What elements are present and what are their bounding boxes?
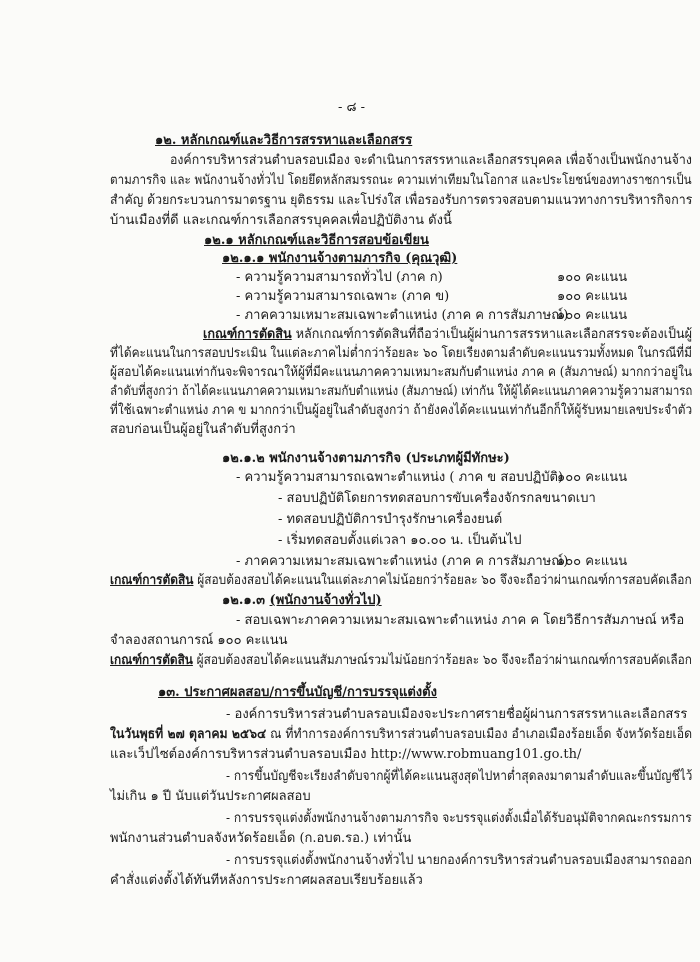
section-13-line <box>110 726 692 744</box>
section-12-heading: ๑๒. หลักเกณฑ์และวิธีการสรรหาและเลือกสรร <box>155 133 413 148</box>
section-12-1-3-title: (พนักงานจ้างทั่วไป) <box>269 593 382 608</box>
criteria-label: เกณฑ์การตัดสิน <box>203 327 292 342</box>
section-12-1-3-heading <box>222 592 382 610</box>
section-12-1-heading: ๑๒.๑ หลักเกณฑ์และวิธีการสอบข้อเขียน <box>204 233 429 248</box>
score-item-value: ๑๐๐ คะแนน <box>557 470 628 485</box>
score-item-label: - ความรู้ความสามารถทั่วไป (ภาค ก) <box>236 270 443 285</box>
score-item-value: ๑๐๐ คะแนน <box>557 289 628 304</box>
criteria-paragraph-line: สอบก่อนเป็นผู้อยู่ในลำดับที่สูงกว่า <box>110 422 296 437</box>
criteria-paragraph-line: ลำดับที่สูงกว่า ถ้าได้คะแนนภาคความเหมาะสมกับตำแหน่ง (สัมภาษณ์) เท่ากัน ให้ผู้ได้คะแนนภาคความรู้ความสามารถ <box>110 384 693 399</box>
sub-item: - ทดสอบปฏิบัติการบำรุงรักษาเครื่องยนต์ <box>278 512 503 527</box>
criteria-text: ผู้สอบต้องสอบได้คะแนนในแต่ละภาคไม่น้อยกว่าร้อยละ ๖๐ จึงจะถือว่าผ่านเกณฑ์การสอบคัดเลือก <box>193 573 692 588</box>
sub-item: - สอบปฏิบัติโดยการทดสอบการขับเครื่องจักรกลขนาดเบา <box>278 491 596 506</box>
criteria-text: หลักเกณฑ์การตัดสินที่ถือว่าเป็นผู้ผ่านการสรรหาและเลือกสรรจะต้องเป็นผู้ <box>291 327 693 342</box>
criteria-text: ผู้สอบต้องสอบได้คะแนนสัมภาษณ์รวมไม่น้อยกว่าร้อยละ ๖๐ จึงจะถือว่าผ่านเกณฑ์การสอบคัดเลือก <box>192 653 692 668</box>
section-12-1-3-number: ๑๒.๑.๓ <box>222 593 270 608</box>
score-item-label: - ความรู้ความสามารถเฉพาะตำแหน่ง ( ภาค ข สอบปฏิบัติ) <box>236 470 564 485</box>
criteria-paragraph-line: ที่ใช้เฉพาะตำแหน่ง ภาค ข มากกว่าเป็นผู้อยู่ในลำดับสูงกว่า ถ้ายังคงได้คะแนนเท่ากันอีกก็ให้ผู้รับหมายเลขประจำตัว <box>110 403 693 418</box>
score-item-label: - ภาคความเหมาะสมเฉพาะตำแหน่ง (ภาค ค การสัมภาษณ์) <box>236 308 569 323</box>
section-12-1-2-heading: ๑๒.๑.๒ พนักงานจ้างตามภารกิจ (ประเภทผู้มีทักษะ) <box>222 451 510 466</box>
section-13-line: - การขึ้นบัญชีจะเรียงลำดับจากผู้ที่ได้คะแนนสูงสุดไปหาต่ำสุดลงมาตามลำดับและขึ้นบัญชีไว้ <box>226 769 693 784</box>
criteria-paragraph-line <box>110 572 692 590</box>
announcement-date: ในวันพุธที่ ๒๗ ตุลาคม ๒๕๖๔ <box>110 727 267 742</box>
section-12-1-3-line: จำลองสถานการณ์ ๑๐๐ คะแนน <box>110 633 288 648</box>
section-13-line: และเว็ปไซต์องค์การบริหารส่วนตำบลรอบเมือง http://www.robmuang101.go.th/ <box>110 747 582 762</box>
section-12-paragraph-line: ตามภารกิจ และ พนักงานจ้างทั่วไป โดยยึดหลักสมรรถนะ ความเท่าเทียมในโอกาส และประโยชน์ของทางราชการเป็น <box>110 173 692 188</box>
sub-item: - เริ่มทดสอบตั้งแต่เวลา ๑๐.๐๐ น. เป็นต้นไป <box>278 533 522 548</box>
score-item-value: ๑๐๐ คะแนน <box>557 554 628 569</box>
page-number: - ๘ - <box>338 100 366 115</box>
section-13-line: พนักงานส่วนตำบลจังหวัดร้อยเอ็ด (ก.อบต.รอ.) เท่านั้น <box>110 831 412 846</box>
section-13-line: - การบรรจุแต่งตั้งพนักงานจ้างตามภารกิจ จะบรรจุแต่งตั้งเมื่อได้รับอนุมัติจากคณะกรรมการ <box>226 811 692 826</box>
score-item-label: - ความรู้ความสามารถเฉพาะ (ภาค ข) <box>236 289 450 304</box>
section-13-line: คำสั่งแต่งตั้งได้ทันทีหลังการประกาศผลสอบเรียบร้อยแล้ว <box>110 873 423 888</box>
section-13-heading: ๑๓. ประกาศผลสอบ/การขึ้นบัญชี/การบรรจุแต่งตั้ง <box>158 685 437 700</box>
score-item-label: - ภาคความเหมาะสมเฉพาะตำแหน่ง (ภาค ค การสัมภาษณ์) <box>236 554 569 569</box>
section-12-paragraph-line: บ้านเมืองที่ดี และเกณฑ์การเลือกสรรบุคคลเพื่อปฏิบัติงาน ดังนี้ <box>110 213 452 228</box>
criteria-paragraph-line <box>110 652 692 670</box>
section-13-line: - องค์การบริหารส่วนตำบลรอบเมืองจะประกาศรายชื่อผู้ผ่านการสรรหาและเลือกสรร <box>226 707 688 722</box>
announcement-place: ณ ที่ทำการองค์การบริหารส่วนตำบลรอบเมือง อำเภอเมืองร้อยเอ็ด จังหวัดร้อยเอ็ด <box>266 727 693 742</box>
criteria-label: เกณฑ์การตัดสิน <box>110 573 194 588</box>
criteria-paragraph-line: ที่ได้คะแนนในการสอบประเมิน ในแต่ละภาคไม่ต่ำกว่าร้อยละ ๖๐ โดยเรียงตามลำดับคะแนนรวมทั้งหมด ในกรณีที่มี <box>110 346 693 361</box>
section-13-line: ไม่เกิน ๑ ปี นับแต่วันประกาศผลสอบ <box>110 789 311 804</box>
section-12-paragraph-line: สำคัญ ด้วยกระบวนการมาตรฐาน ยุติธรรม และโปร่งใส เพื่อรองรับการตรวจสอบตามแนวทางการบริหารกิจการ <box>110 193 693 208</box>
section-13-line: - การบรรจุแต่งตั้งพนักงานจ้างทั่วไป นายกองค์การบริหารส่วนตำบลรอบเมืองสามารถออก <box>226 853 692 868</box>
criteria-paragraph-line: ผู้สอบได้คะแนนเท่ากันจะพิจารณาให้ผู้ที่มีคะแนนภาคความเหมาะสมกับตำแหน่ง ภาค ค (สัมภาษณ์) มากกว่าอยู่ใน <box>110 365 693 380</box>
score-item-value: ๑๐๐ คะแนน <box>557 270 628 285</box>
criteria-paragraph-first-line <box>203 326 692 344</box>
criteria-label: เกณฑ์การตัดสิน <box>110 653 193 668</box>
score-item-value: ๑๐๐ คะแนน <box>557 308 628 323</box>
section-12-1-3-line: - สอบเฉพาะภาคความเหมาะสมเฉพาะตำแหน่ง ภาค ค โดยวิธีการสัมภาษณ์ หรือ <box>236 613 685 628</box>
section-12-1-1-heading: ๑๒.๑.๑ พนักงานจ้างตามภารกิจ (คุณวุฒิ) <box>222 251 458 266</box>
section-12-paragraph-line: องค์การบริหารส่วนตำบลรอบเมือง จะดำเนินการสรรหาและเลือกสรรบุคคล เพื่อจ้างเป็นพนักงานจ้าง <box>170 153 692 168</box>
